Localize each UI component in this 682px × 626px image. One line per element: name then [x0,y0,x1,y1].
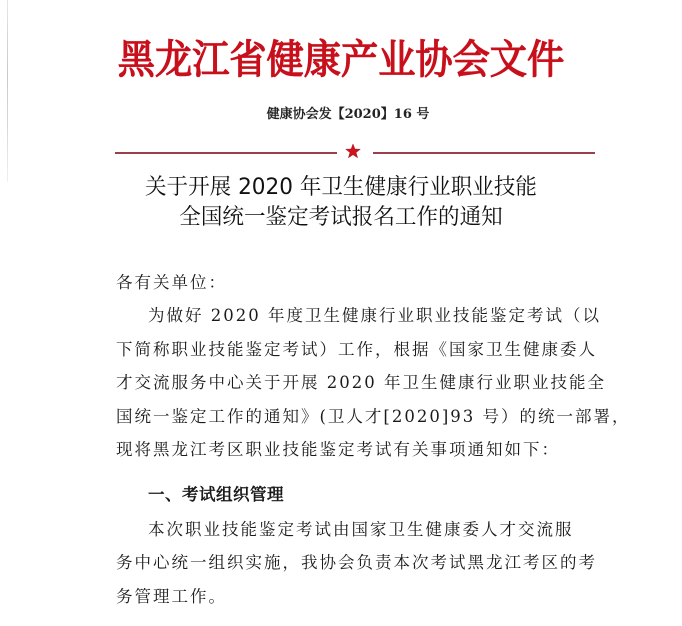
paragraph-line: 现将黑龙江考区职业技能鉴定考试有关事项通知如下： [116,440,560,459]
paragraph-line: 本次职业技能鉴定考试由国家卫生健康委人才交流服 [148,520,574,539]
salutation: 各有关单位： [116,273,227,292]
red-star-icon [345,143,361,159]
divider-rule-right [373,152,595,154]
notice-title-line-1: 关于开展 2020 年卫生健康行业职业技能 [145,175,537,200]
scan-edge-artifact [7,0,8,182]
masthead-title: 黑龙江省健康产业协会文件 [117,36,565,83]
paragraph-line: 务中心统一组织实施，我协会负责本次考试黑龙江考区的考 [116,553,597,572]
section-heading: 一、考试组织管理 [148,485,284,504]
paragraph-line: 务管理工作。 [116,587,227,606]
paragraph-line: 国统一鉴定工作的通知》(卫人才[2020]93 号）的统一部署， [116,407,631,426]
divider-rule-left [115,152,337,154]
paragraph-line: 下简称职业技能鉴定考试）工作，根据《国家卫生健康委人 [116,340,597,359]
paragraph-line: 为做好 2020 年度卫生健康行业职业技能鉴定考试（以 [148,306,601,325]
notice-title-line-2: 全国统一鉴定考试报名工作的通知 [179,205,503,230]
paragraph-line: 才交流服务中心关于开展 2020 年卫生健康行业职业技能全 [116,373,606,392]
document-number: 健康协会发【2020】16 号 [266,107,430,122]
